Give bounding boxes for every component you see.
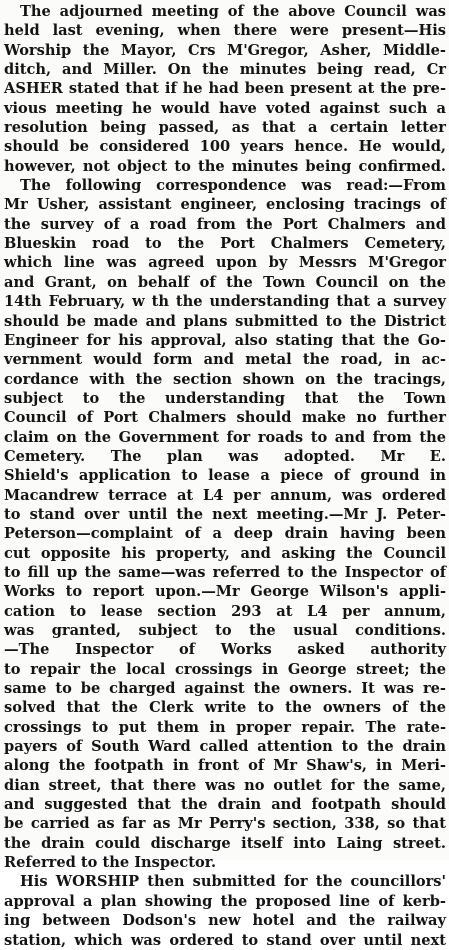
- text-line: Blueskin road to the Port Chalmers Cemetery,: [4, 235, 446, 253]
- text-line: crossings to put them in proper repair. The rate-: [4, 718, 446, 736]
- text-line: Cemetery. The plan was adopted. Mr E.: [4, 447, 446, 465]
- text-line: the drain could discharge itself into Laing street.: [4, 834, 446, 852]
- text-line: which line was agreed upon by Messrs M'Gregor: [4, 254, 446, 272]
- text-line: Mr Usher, assistant engineer, enclosing tracings of: [4, 196, 446, 214]
- text-line: same to be charged against the owners. It was re-: [4, 680, 446, 698]
- text-line: cut opposite his property, and asking the Council: [4, 544, 446, 562]
- text-line: resolution being passed, as that a certain letter: [4, 119, 446, 137]
- text-line: held last evening, when there were present—His: [4, 22, 446, 40]
- paragraph-kerbing-plan: [4, 872, 446, 949]
- text-line: Council of Port Chalmers should make no further: [4, 409, 446, 427]
- text-line: however, not object to the minutes being confirmed.: [4, 157, 446, 175]
- text-line: 14th February, w th the understanding that a survey: [4, 293, 446, 311]
- text-line: ASHER stated that if he had been present at the pre-: [4, 80, 446, 98]
- paragraph-minutes: [4, 2, 446, 176]
- text-line: and suggested that the drain and footpath should: [4, 796, 446, 814]
- text-line: subject to the understanding that the Town: [4, 389, 446, 407]
- text-line: The adjourned meeting of the above Council was: [20, 3, 446, 20]
- text-line: the survey of a road from the Port Chalmers and: [4, 215, 446, 233]
- text-line: and Grant, on behalf of the Town Council on the: [4, 273, 446, 291]
- text-line: approval a plan showing the proposed line of kerb-: [4, 892, 446, 910]
- text-line: to repair the local crossings in George street; the: [4, 660, 446, 678]
- text-line: payers of South Ward called attention to the drain: [4, 738, 446, 756]
- text-line: to fill up the same—was referred to the Inspector of: [4, 563, 446, 581]
- text-line: be carried as far as Mr Perry's section, 338, so that: [4, 815, 446, 833]
- text-line: solved that the Clerk write to the owners of the: [4, 699, 446, 717]
- text-line: Referred to the Inspector.: [4, 854, 217, 872]
- text-line: His WORSHIP then submitted for the councillors': [20, 873, 446, 891]
- text-line: —The Inspector of Works asked authority: [4, 641, 446, 659]
- text-line: Shield's application to lease a piece of ground in: [4, 467, 446, 485]
- text-line: The following correspondence was read:—From: [20, 177, 446, 195]
- text-line: to stand over until the next meeting.—Mr J. Peter-: [4, 505, 446, 523]
- text-line: Macandrew terrace at L4 per annum, was ordered: [4, 486, 446, 504]
- text-line: cordance with the section shown on the tracings,: [4, 370, 446, 388]
- text-line: vious meeting he would have voted against such a: [4, 99, 446, 117]
- text-line: dian street, that there was no outlet for the same,: [4, 776, 446, 794]
- text-line: station, which was ordered to stand over until next: [4, 931, 446, 949]
- text-line: claim on the Government for roads to and from the: [4, 428, 446, 446]
- text-line: vernment would form and metal the road, in ac-: [4, 351, 446, 369]
- text-line: cation to lease section 293 at L4 per annum,: [4, 602, 446, 620]
- paragraph-correspondence: [4, 176, 446, 872]
- text-line: should be made and plans submitted to the District: [4, 312, 446, 330]
- text-line: ditch, and Miller. On the minutes being read, Cr: [4, 61, 446, 79]
- text-line: should be considered 100 years hence. He would,: [4, 138, 446, 156]
- text-line: Works to report upon.—Mr George Wilson's appli-: [4, 583, 446, 601]
- text-line: ing between Dodson's new hotel and the railway: [4, 912, 446, 930]
- text-line: Engineer for his approval, also stating that the Go-: [4, 331, 446, 349]
- text-line: Worship the Mayor, Crs M'Gregor, Asher, Middle-: [4, 41, 446, 59]
- text-line: along the footpath in front of Mr Shaw's, in Meri-: [4, 757, 446, 775]
- text-line: was granted, subject to the usual conditions.: [4, 622, 446, 639]
- text-line: Peterson—complaint of a deep drain having been: [4, 525, 446, 543]
